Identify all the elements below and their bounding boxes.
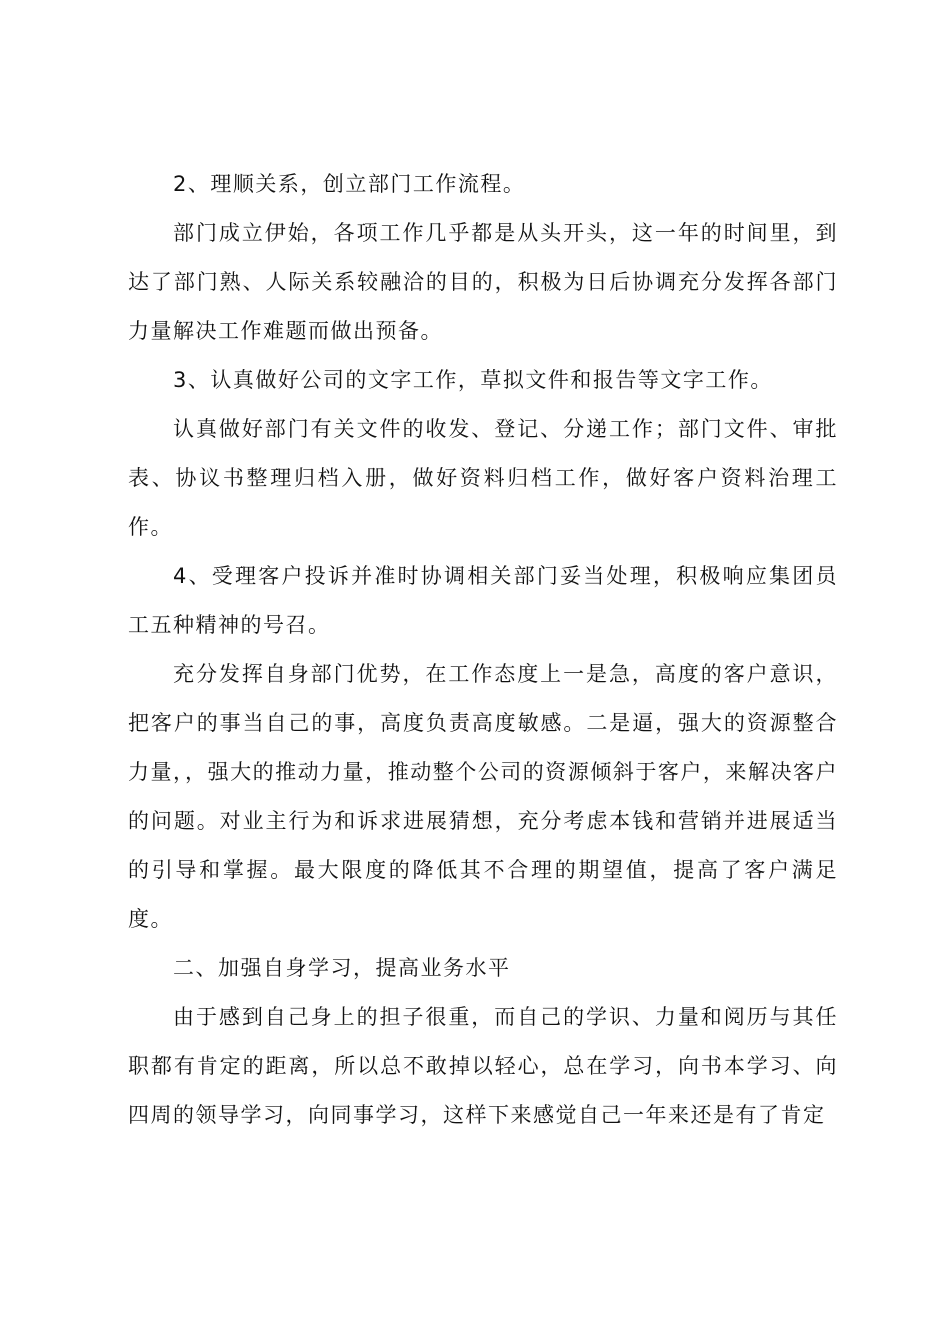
paragraph-self-study: 由于感到自己身上的担子很重，而自己的学识、力量和阅历与其任职都有肯定的距离，所以总不敢掉以轻心，总在学习，向书本学习、向四周的领导学习，向同事学习，这样下来感觉自己一年来还是有了肯定 <box>128 1005 838 1127</box>
paragraph-item-2-heading: 2、理顺关系，创立部门工作流程。 <box>173 172 526 196</box>
paragraph-document-handling: 认真做好部门有关文件的收发、登记、分递工作；部门文件、审批表、协议书整理归档入册，做好资料归档工作，做好客户资料治理工作。 <box>128 417 838 539</box>
paragraph-item-4-heading: 4、受理客户投诉并准时协调相关部门妥当处理，积极响应集团员工五种精神的号召。 <box>128 564 838 637</box>
paragraph-department-setup: 部门成立伊始，各项工作几乎都是从头开头，这一年的时间里，到达了部门熟、人际关系较融洽的目的，积极为日后协调充分发挥各部门力量解决工作难题而做出预备。 <box>128 221 838 343</box>
section-heading-learning: 二、加强自身学习，提高业务水平 <box>173 956 511 980</box>
document-body <box>128 160 838 1140</box>
paragraph-item-3-heading: 3、认真做好公司的文字工作，草拟文件和报告等文字工作。 <box>173 368 773 392</box>
paragraph-customer-service: 充分发挥自身部门优势，在工作态度上一是急，高度的客户意识，把客户的事当自己的事，高度负责高度敏感。二是逼，强大的资源整合力量，，强大的推动力量，推动整个公司的资源倾斜于客户，来解决客户的问题。对业主行为和诉求进展猜想，充分考虑本钱和营销并进展适当的引导和掌握。最大限度的降低其不合理的期望值，提高了客户满足度。 <box>128 662 838 931</box>
